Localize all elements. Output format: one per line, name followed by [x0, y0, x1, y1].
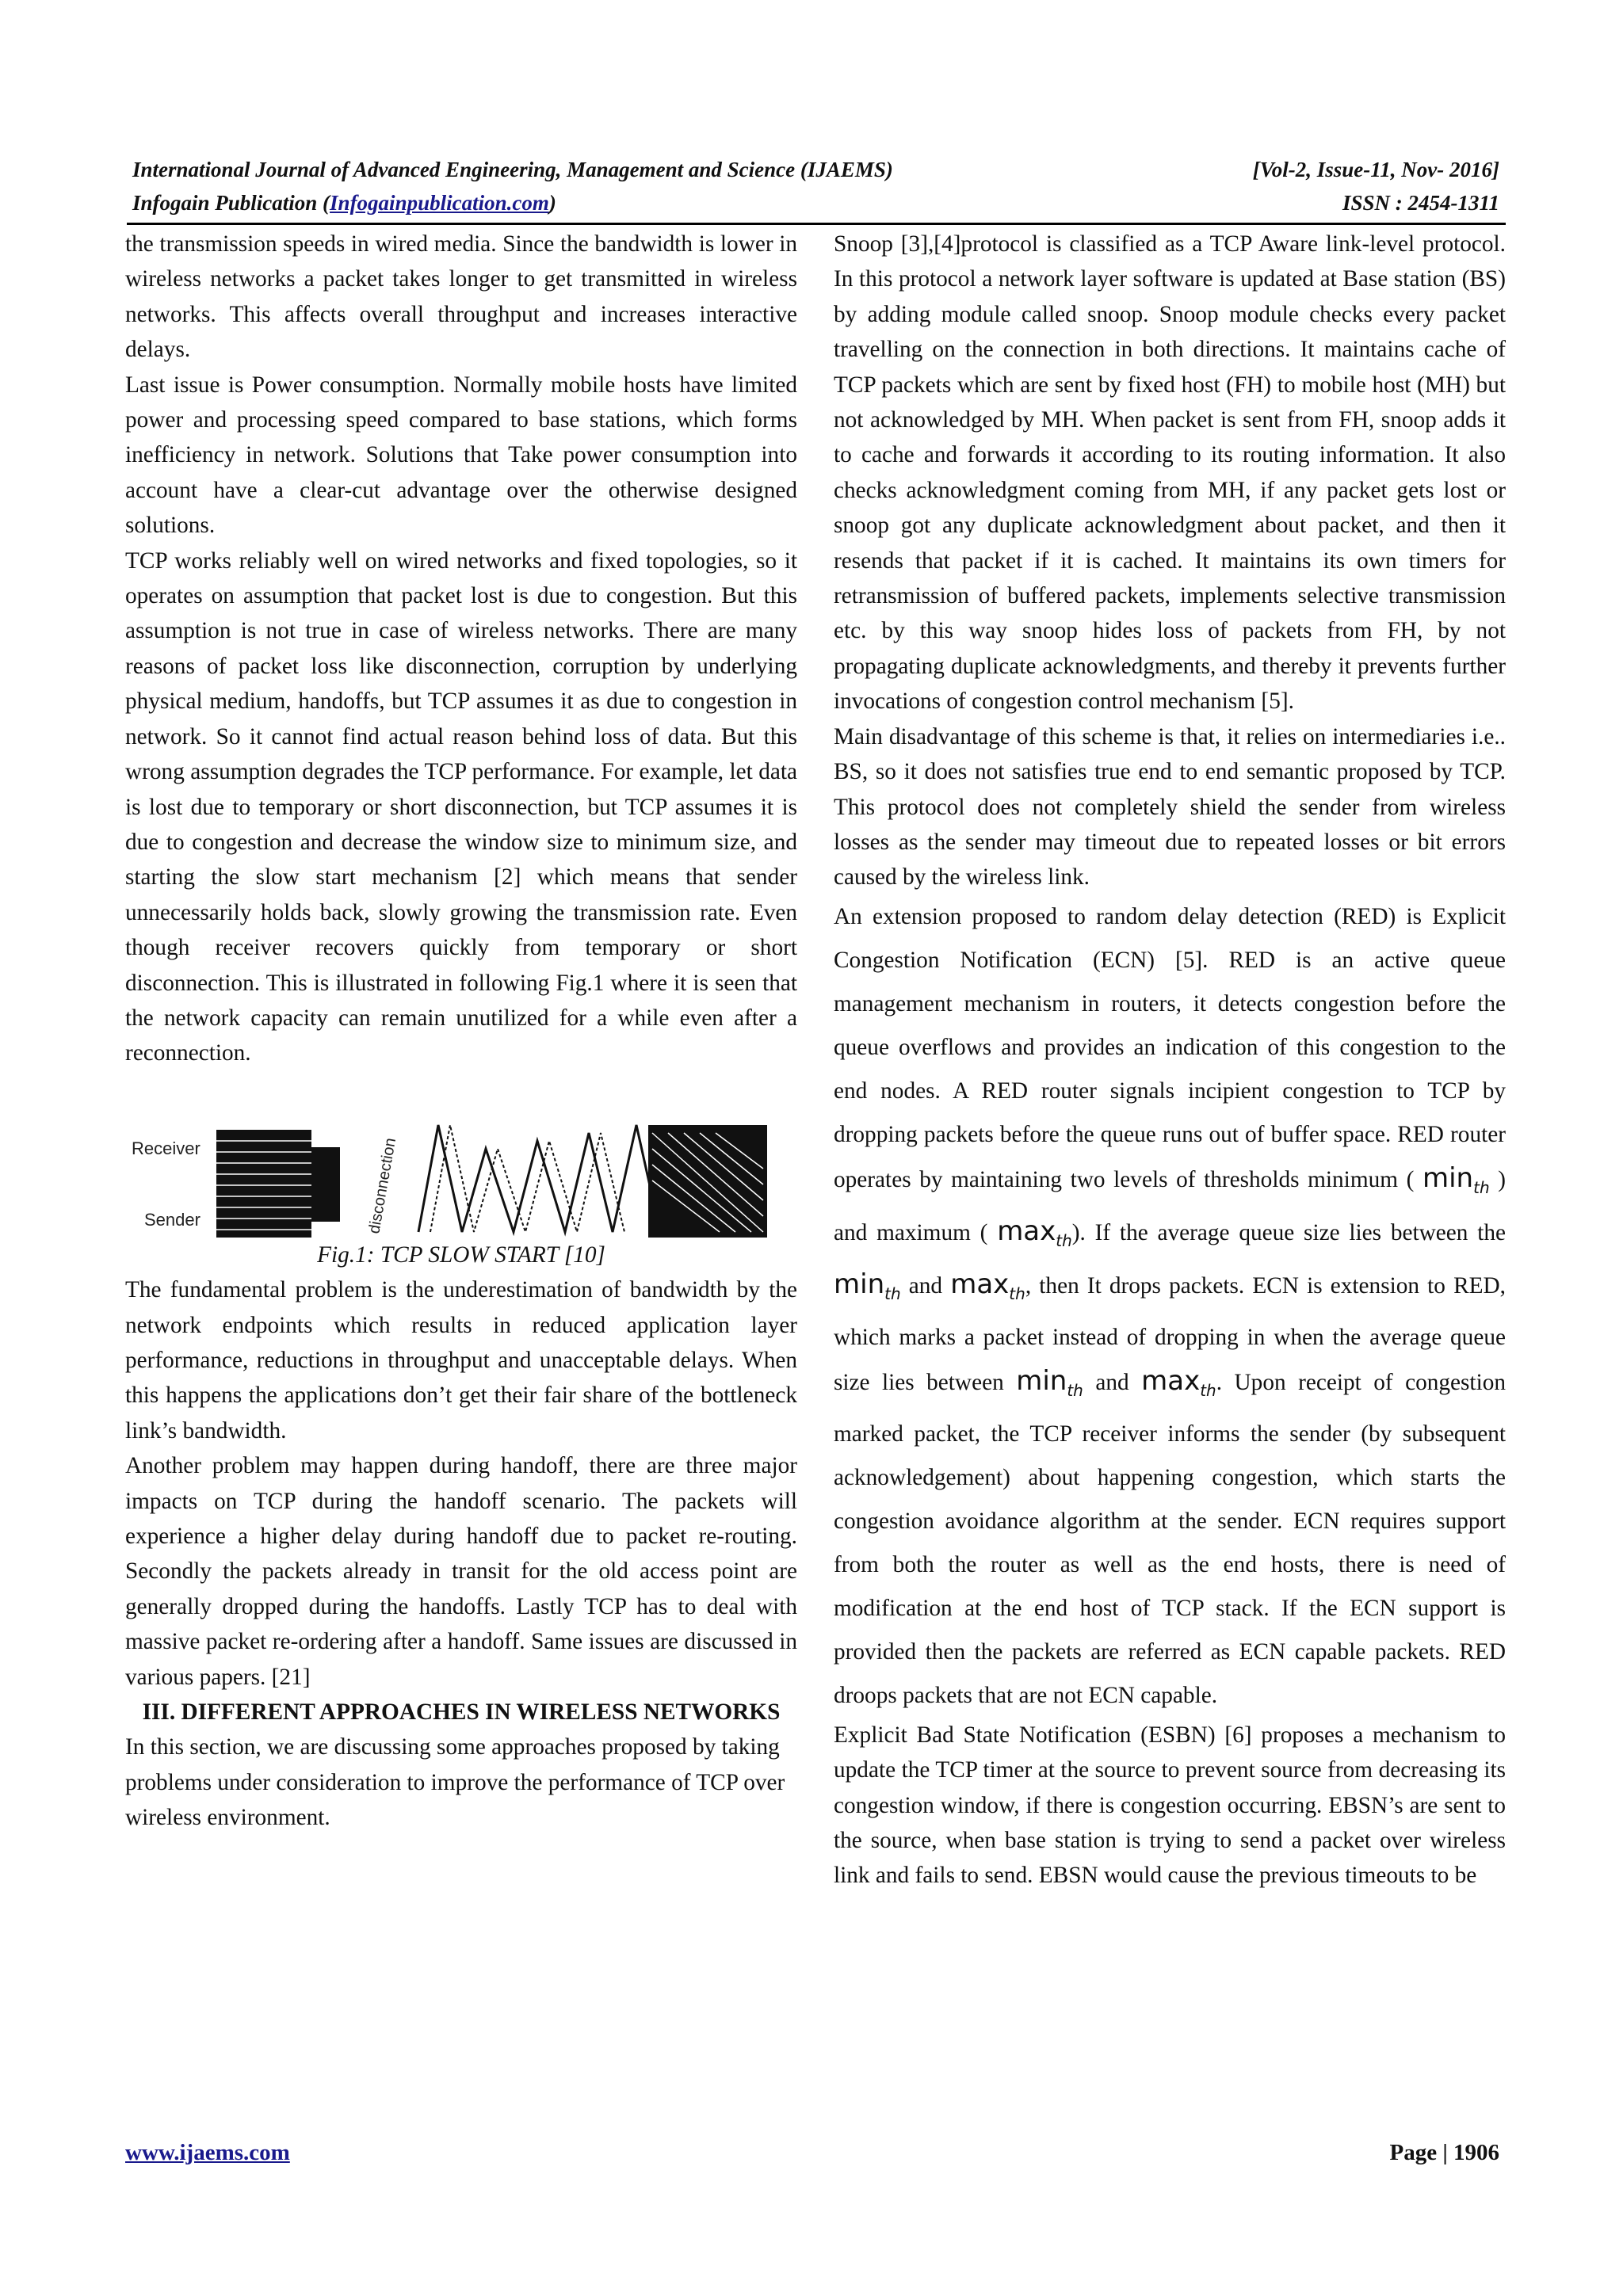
symbol-text: max [997, 1215, 1056, 1247]
paragraph: The fundamental problem is the underestimation of bandwidth by the network endpoints which results in reduced application layer performance, reductions in throughput and unacceptable delays. When this happens the applications don’t get their fair share of the bottleneck link’s bandwidth. [125, 1277, 797, 1444]
min-th-symbol [1016, 1364, 1083, 1400]
paragraph: In this section, we are discussing some approaches proposed by taking problems under consideration to improve the performance of TCP over wireless environment. [125, 1734, 785, 1831]
paragraph-red-ecn [834, 895, 1506, 1718]
text-run: ) and maximum ( [834, 1166, 1506, 1245]
receiver-label: Receiver [132, 1138, 200, 1158]
slow-start-traces [418, 1125, 660, 1232]
publisher-prefix: Infogain Publication ( [132, 191, 330, 215]
paragraph: Explicit Bad State Notification (ESBN) [6] proposes a mechanism to update the TCP timer at the source to prevent source from decreasing its congestion window, if there is congestion occurring. EBSN’s are sent to the source, when base station is trying to send a packet over wireless link and fails to send. EBSN would cause the previous timeouts to be [834, 1722, 1506, 1889]
symbol-subscript: th [1473, 1177, 1490, 1197]
page-number: Page | 1906 [1389, 2140, 1499, 2165]
min-th-symbol [834, 1268, 901, 1303]
symbol-subscript: th [1056, 1230, 1072, 1250]
initial-transmission-block [216, 1130, 340, 1238]
symbol-text: min [1422, 1161, 1474, 1194]
issue-info: [Vol-2, Issue-11, Nov- 2016] [1252, 158, 1499, 181]
text-run: . Upon receipt of congestion marked packet, the TCP receiver informs the sender (by subsequent acknowledgement) about happening congestion, which starts the congestion avoidance algorithm at the sender. ECN requires support from both the router as well as the end hosts, there is need of modification at the end host of TCP stack. If the ECN support is provided then the packets are referred as ECN capable packets. RED droops packets that are not ECN capable. [834, 1369, 1507, 1708]
paragraph: the transmission speeds in wired media. Since the bandwidth is lower in wireless networks a packet takes longer to get transmitted in wireless networks. This affects overall throughput and increases interactive delays. [125, 231, 797, 363]
max-th-symbol [997, 1215, 1072, 1250]
symbol-text: max [1141, 1364, 1201, 1397]
text-run: ). If the average queue size lies between the [1071, 1219, 1506, 1245]
min-th-symbol [1422, 1161, 1490, 1197]
paragraph: Snoop [3],[4]protocol is classified as a TCP Aware link-level protocol. In this protocol a network layer software is updated at Base station (BS) by adding module called snoop. Snoop module checks every packet travelling on the connection in both directions. It maintains cache of TCP packets which are sent by fixed host (FH) to mobile host (MH) but not acknowledged by MH. When packet is sent from FH, snoop adds it to cache and forwards it according to its routing information. It also checks acknowledgment coming from MH, if any packet gets lost or snoop got any duplicate acknowledgment about packet, and then it resends that packet if it is cached. It maintains its own timers for retransmission of buffered packets, implements selective transmission etc. by this way snoop hides loss of packets from FH, by not propagating duplicate acknowledgments, and thereby it prevents further invocations of congestion control mechanism [5]. [834, 231, 1506, 715]
symbol-subscript: th [1009, 1283, 1025, 1303]
symbol-subscript: th [884, 1283, 901, 1303]
recovered-transmission-block [648, 1125, 767, 1238]
section-heading: III. DIFFERENT APPROACHES IN WIRELESS NETWORKS [142, 1699, 781, 1726]
sender-label: Sender [144, 1209, 200, 1230]
paragraph: TCP works reliably well on wired networks and fixed topologies, so it operates on assumption that packet lost is due to congestion. But this assumption is not true in case of wireless networks. There are many reasons of packet loss like disconnection, corruption by underlying physical medium, handoffs, but TCP assumes it as due to congestion in network. So it cannot find actual reason behind loss of data. But this wrong assumption degrades the TCP performance. For example, let data is lost due to temporary or short disconnection, but TCP assumes it is due to congestion and decrease the window size to minimum size, and starting the slow start mechanism [2] which means that sender unnecessarily holds back, slowly growing the transmission rate. Even though receiver recovers quickly from temporary or short disconnection. This is illustrated in following Fig.1 where it is seen that the network capacity can remain unutilized for a while even after a reconnection. [125, 547, 797, 1066]
right-column [834, 227, 1506, 1894]
header-rule [127, 223, 1506, 225]
symbol-subscript: th [1200, 1380, 1216, 1400]
symbol-text: min [1016, 1364, 1067, 1397]
text-run: An extension proposed to random delay detection (RED) is Explicit Congestion Notification (ECN) [5]. RED is an active queue management mechanism in routers, it detects congestion before the queue overflows and provides an indication of this congestion to the end nodes. A RED router signals incipient congestion to TCP by dropping packets before the queue runs out of buffer space. RED router operates by maintaining two levels of thresholds minimum ( [834, 903, 1506, 1192]
publisher-line [132, 189, 556, 216]
publisher-suffix: ) [548, 191, 556, 215]
max-th-symbol [1141, 1364, 1216, 1400]
symbol-text: min [834, 1268, 885, 1300]
text-run: , then It drops packets. ECN is extension to RED, which marks a packet instead of dropping in when the average queue size lies between [834, 1272, 1506, 1395]
issn: ISSN : 2454-1311 [1342, 191, 1499, 215]
disconnection-label: disconnection [365, 1136, 400, 1235]
journal-title: International Journal of Advanced Engineering, Management and Science (IJAEMS) [132, 158, 893, 181]
left-column [125, 227, 797, 1836]
text-run: and [908, 1272, 943, 1299]
max-th-symbol [950, 1268, 1025, 1303]
symbol-text: max [950, 1268, 1010, 1300]
figure-caption: Fig.1: TCP SLOW START [10] [317, 1241, 605, 1268]
paragraph: Last issue is Power consumption. Normally mobile hosts have limited power and processing speed compared to base stations, which forms inefficiency in network. Solutions that Take power consumption into account have a clear-cut advantage over the otherwise designed solutions. [125, 372, 797, 539]
text-run: and [1095, 1369, 1129, 1395]
publisher-link[interactable]: Infogainpublication.com [330, 191, 549, 215]
website-link[interactable]: www.ijaems.com [125, 2140, 290, 2165]
paragraph: Another problem may happen during handoff, there are three major impacts on TCP during the handoff scenario. The packets will experience a higher delay during handoff due to packet re-routing. Secondly the packets already in transit for the old access point are generally dropped during the handoffs. Lastly TCP has to deal with massive packet re-ordering after a handoff. Same issues are discussed in various papers. [21] [125, 1453, 797, 1690]
symbol-subscript: th [1067, 1380, 1083, 1400]
paragraph: Main disadvantage of this scheme is that, it relies on intermediaries i.e.. BS, so it does not satisfies true end to end semantic proposed by TCP. This protocol does not completely shield the sender from wireless losses as the sender may timeout due to repeated losses or bit errors caused by the wireless link. [834, 723, 1506, 891]
tcp-slow-start-figure [125, 1101, 797, 1238]
